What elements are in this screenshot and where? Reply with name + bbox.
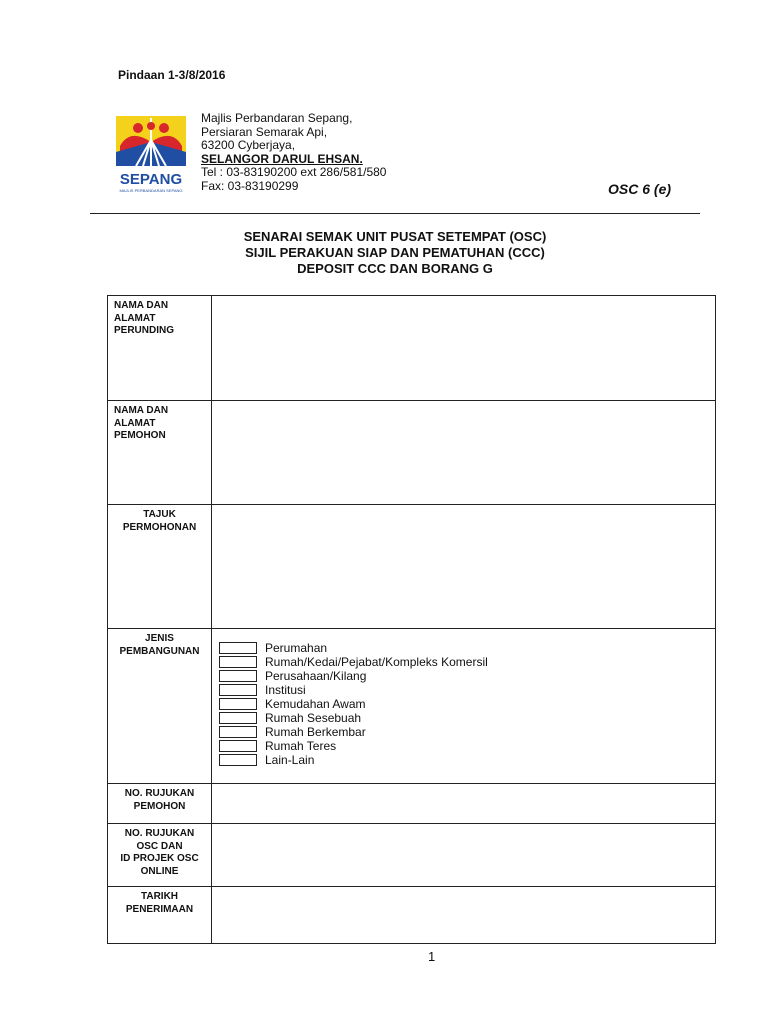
page-number: 1 [428, 949, 436, 964]
development-type-label: JENIS PEMBANGUNAN [108, 629, 212, 783]
option-label: Institusi [265, 683, 306, 697]
checkbox[interactable] [219, 712, 257, 724]
consultant-label: NAMA DAN ALAMAT PERUNDING [108, 296, 212, 400]
option-row [219, 655, 488, 669]
form-code: OSC 6 (e) [608, 181, 672, 197]
title-line: DEPOSIT CCC DAN BORANG G [297, 261, 493, 276]
development-type-options [219, 641, 488, 767]
option-row [219, 753, 488, 767]
option-row [219, 683, 488, 697]
osc-reference-row [108, 823, 715, 886]
consultant-row [108, 296, 715, 400]
address-line: Majlis Perbandaran Sepang, [201, 111, 353, 125]
option-row [219, 739, 488, 753]
option-label: Kemudahan Awam [265, 697, 366, 711]
option-row [219, 697, 488, 711]
received-date-label: TARIKH PENERIMAAN [108, 887, 212, 943]
checkbox[interactable] [219, 642, 257, 654]
council-address [201, 112, 386, 194]
title-line: SIJIL PERAKUAN SIAP DAN PEMATUHAN (CCC) [245, 245, 545, 260]
application-title-row [108, 504, 715, 628]
telephone: Tel : 03-83190200 ext 286/581/580 [201, 165, 387, 180]
checklist-form [107, 295, 716, 944]
development-type-row [108, 628, 715, 783]
applicant-reference-row [108, 783, 715, 823]
checkbox[interactable] [219, 740, 257, 752]
header-divider [90, 213, 700, 214]
checkbox[interactable] [219, 726, 257, 738]
fax: Fax: 03-83190299 [201, 178, 299, 193]
sepang-logo [112, 112, 190, 196]
option-label: Lain-Lain [265, 753, 315, 767]
svg-text:MAJLIS PERBANDARAN SEPANG: MAJLIS PERBANDARAN SEPANG [119, 188, 183, 193]
applicant-label: NAMA DAN ALAMAT PEMOHON [108, 401, 212, 504]
title-line: SENARAI SEMAK UNIT PUSAT SETEMPAT (OSC) [243, 229, 547, 244]
received-date-row [108, 886, 715, 943]
option-label: Perumahan [265, 641, 328, 655]
option-label: Rumah Sesebuah [265, 711, 362, 725]
checkbox[interactable] [219, 656, 257, 668]
applicant-row [108, 400, 715, 504]
option-label: Rumah Berkembar [265, 725, 366, 739]
option-row [219, 641, 488, 655]
address-line: Persiaran Semarak Api, [201, 124, 328, 139]
option-label: Perusahaan/Kilang [265, 669, 367, 683]
applicant-reference-label: NO. RUJUKAN PEMOHON [108, 784, 212, 823]
checkbox[interactable] [219, 684, 257, 696]
application-title-label: TAJUK PERMOHONAN [108, 505, 212, 628]
checkbox[interactable] [219, 670, 257, 682]
form-title [0, 229, 768, 277]
osc-reference-label: NO. RUJUKAN OSC DAN ID PROJEK OSC ONLINE [108, 824, 212, 886]
option-row [219, 669, 488, 683]
option-label: Rumah/Kedai/Pejabat/Kompleks Komersil [265, 655, 488, 669]
address-line: 63200 Cyberjaya, [201, 138, 296, 153]
address-state: SELANGOR DARUL EHSAN. [201, 151, 363, 166]
svg-text:SEPANG: SEPANG [119, 171, 183, 188]
amendment-note: Pindaan 1-3/8/2016 [118, 68, 226, 82]
checkbox[interactable] [219, 698, 257, 710]
checkbox[interactable] [219, 754, 257, 766]
option-row [219, 711, 488, 725]
option-row [219, 725, 488, 739]
option-label: Rumah Teres [265, 739, 337, 753]
